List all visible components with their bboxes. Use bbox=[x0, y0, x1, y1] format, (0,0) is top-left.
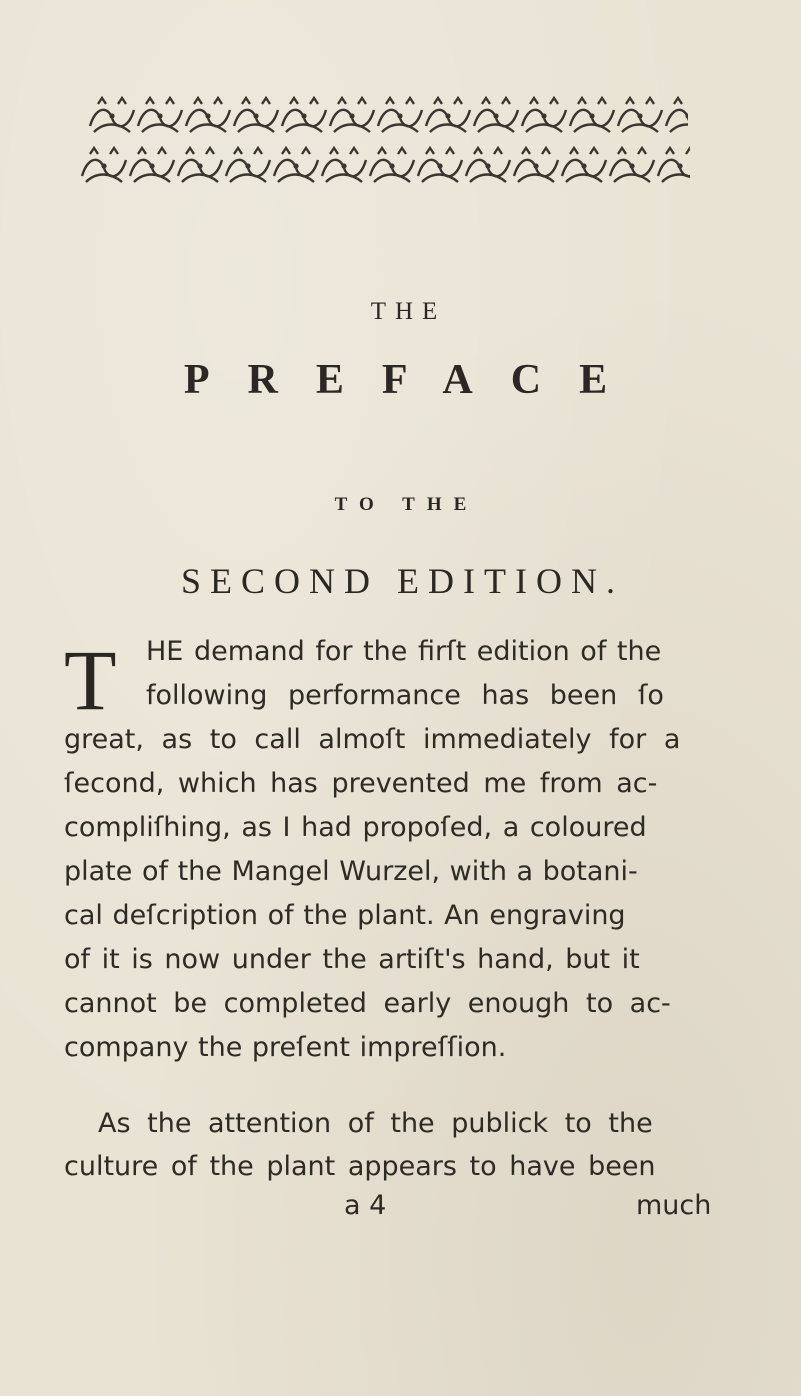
ornament-dot bbox=[205, 113, 210, 118]
ornament-flourish bbox=[666, 148, 674, 154]
ornament-flourish bbox=[398, 148, 406, 154]
ornament-flourish bbox=[590, 148, 598, 154]
ornament-dot bbox=[437, 163, 442, 168]
ornament-flourish bbox=[446, 148, 454, 154]
paragraph-2-line: As the attention of the publick to the bbox=[98, 1108, 653, 1139]
ornament-flourish bbox=[146, 98, 154, 104]
ornament-flourish bbox=[434, 98, 442, 104]
catchword: much bbox=[636, 1190, 712, 1221]
ornament-dot bbox=[293, 163, 298, 168]
ornament-flourish bbox=[290, 98, 298, 104]
ornament-dot bbox=[157, 113, 162, 118]
ornament-border-top-icon bbox=[88, 96, 688, 136]
ornament-flourish bbox=[186, 148, 194, 154]
ornament-flourish bbox=[646, 98, 654, 104]
ornament-dot bbox=[341, 163, 346, 168]
ornament-flourish bbox=[686, 148, 690, 154]
ornament-flourish bbox=[90, 148, 98, 154]
heading-second-edition: SECOND EDITION. bbox=[181, 561, 624, 601]
ornament-flourish bbox=[618, 148, 626, 154]
ornament-dot bbox=[589, 113, 594, 118]
ornament-flourish bbox=[670, 125, 688, 133]
paragraph-1-line: cannot be completed early enough to ac- bbox=[64, 988, 671, 1019]
signature-mark: a 4 bbox=[344, 1190, 387, 1221]
ornament-flourish bbox=[330, 148, 338, 154]
paragraph-1-line: ſecond, which has prevented me from ac- bbox=[64, 768, 658, 799]
ornament-dot bbox=[637, 113, 642, 118]
drop-cap: T bbox=[64, 632, 117, 728]
ornament-flourish bbox=[110, 148, 118, 154]
ornament-flourish bbox=[282, 148, 290, 154]
paragraph-1-line: cal deſcription of the plant. An engraving bbox=[64, 900, 626, 931]
ornament-flourish bbox=[638, 148, 646, 154]
paragraph-1-line: following performance has been ſo bbox=[146, 680, 664, 711]
ornament-flourish bbox=[662, 175, 690, 183]
ornament-flourish bbox=[570, 148, 578, 154]
ornament-dot bbox=[629, 163, 634, 168]
ornament-flourish bbox=[262, 98, 270, 104]
ornament-dot bbox=[533, 163, 538, 168]
ornament-flourish bbox=[98, 98, 106, 104]
ornament-flourish bbox=[530, 98, 538, 104]
ornament-flourish bbox=[350, 148, 358, 154]
ornament-flourish bbox=[482, 98, 490, 104]
ornament-dot bbox=[445, 113, 450, 118]
ornament-flourish bbox=[214, 98, 222, 104]
ornament-flourish bbox=[502, 98, 510, 104]
ornament-flourish bbox=[310, 98, 318, 104]
heading-to-the: TO THE bbox=[334, 494, 479, 515]
paragraph-1-line: of it is now under the artiſt's hand, but it bbox=[64, 944, 640, 975]
ornament-flourish bbox=[302, 148, 310, 154]
ornament-flourish bbox=[626, 98, 634, 104]
ornament-flourish bbox=[578, 98, 586, 104]
ornament-dot bbox=[245, 163, 250, 168]
ornament-dot bbox=[349, 113, 354, 118]
ornament-flourish bbox=[494, 148, 502, 154]
ornament-flourish bbox=[406, 98, 414, 104]
ornament-border-bottom-icon bbox=[80, 146, 690, 186]
ornament-flourish bbox=[386, 98, 394, 104]
heading-preface: PREFACE bbox=[183, 357, 646, 403]
ornament-dot bbox=[541, 113, 546, 118]
ornament-flourish bbox=[550, 98, 558, 104]
paragraph-1-line: HE demand for the firſt edition of the bbox=[146, 636, 662, 667]
ornament-dot bbox=[493, 113, 498, 118]
ornament-dot bbox=[149, 163, 154, 168]
ornament-flourish bbox=[166, 98, 174, 104]
ornament-flourish bbox=[158, 148, 166, 154]
paragraph-1-line: great, as to call almoſt immediately for a bbox=[64, 724, 681, 755]
ornament-flourish bbox=[254, 148, 262, 154]
ornament-flourish bbox=[474, 148, 482, 154]
ornament-flourish bbox=[138, 148, 146, 154]
ornament-flourish bbox=[194, 98, 202, 104]
ornament-flourish bbox=[118, 98, 126, 104]
ornament-flourish bbox=[426, 148, 434, 154]
ornament-flourish bbox=[242, 98, 250, 104]
ornament-dot bbox=[581, 163, 586, 168]
ornament-dot bbox=[397, 113, 402, 118]
ornament-flourish bbox=[206, 148, 214, 154]
ornament-dot bbox=[485, 163, 490, 168]
ornament-dot bbox=[301, 113, 306, 118]
ornament-dot bbox=[677, 163, 682, 168]
paragraph-2-line: culture of the plant appears to have been bbox=[64, 1151, 656, 1182]
paragraph-1-line: company the preſent impreſſion. bbox=[64, 1032, 507, 1063]
paragraph-1-line: compliſhing, as I had propoſed, a coloured bbox=[64, 812, 647, 843]
ornament-flourish bbox=[454, 98, 462, 104]
ornament-dot bbox=[109, 113, 114, 118]
ornament-flourish bbox=[234, 148, 242, 154]
ornament-dot bbox=[389, 163, 394, 168]
ornament-flourish bbox=[338, 98, 346, 104]
ornament-dot bbox=[197, 163, 202, 168]
heading-the: THE bbox=[370, 298, 447, 325]
ornament-flourish bbox=[358, 98, 366, 104]
ornament-dot bbox=[101, 163, 106, 168]
ornament-flourish bbox=[378, 148, 386, 154]
ornament-flourish bbox=[522, 148, 530, 154]
ornament-flourish bbox=[542, 148, 550, 154]
ornament-dot bbox=[253, 113, 258, 118]
paragraph-1-line: plate of the Mangel Wurzel, with a botani- bbox=[64, 856, 638, 887]
ornament-flourish bbox=[674, 98, 682, 104]
ornament-flourish bbox=[598, 98, 606, 104]
